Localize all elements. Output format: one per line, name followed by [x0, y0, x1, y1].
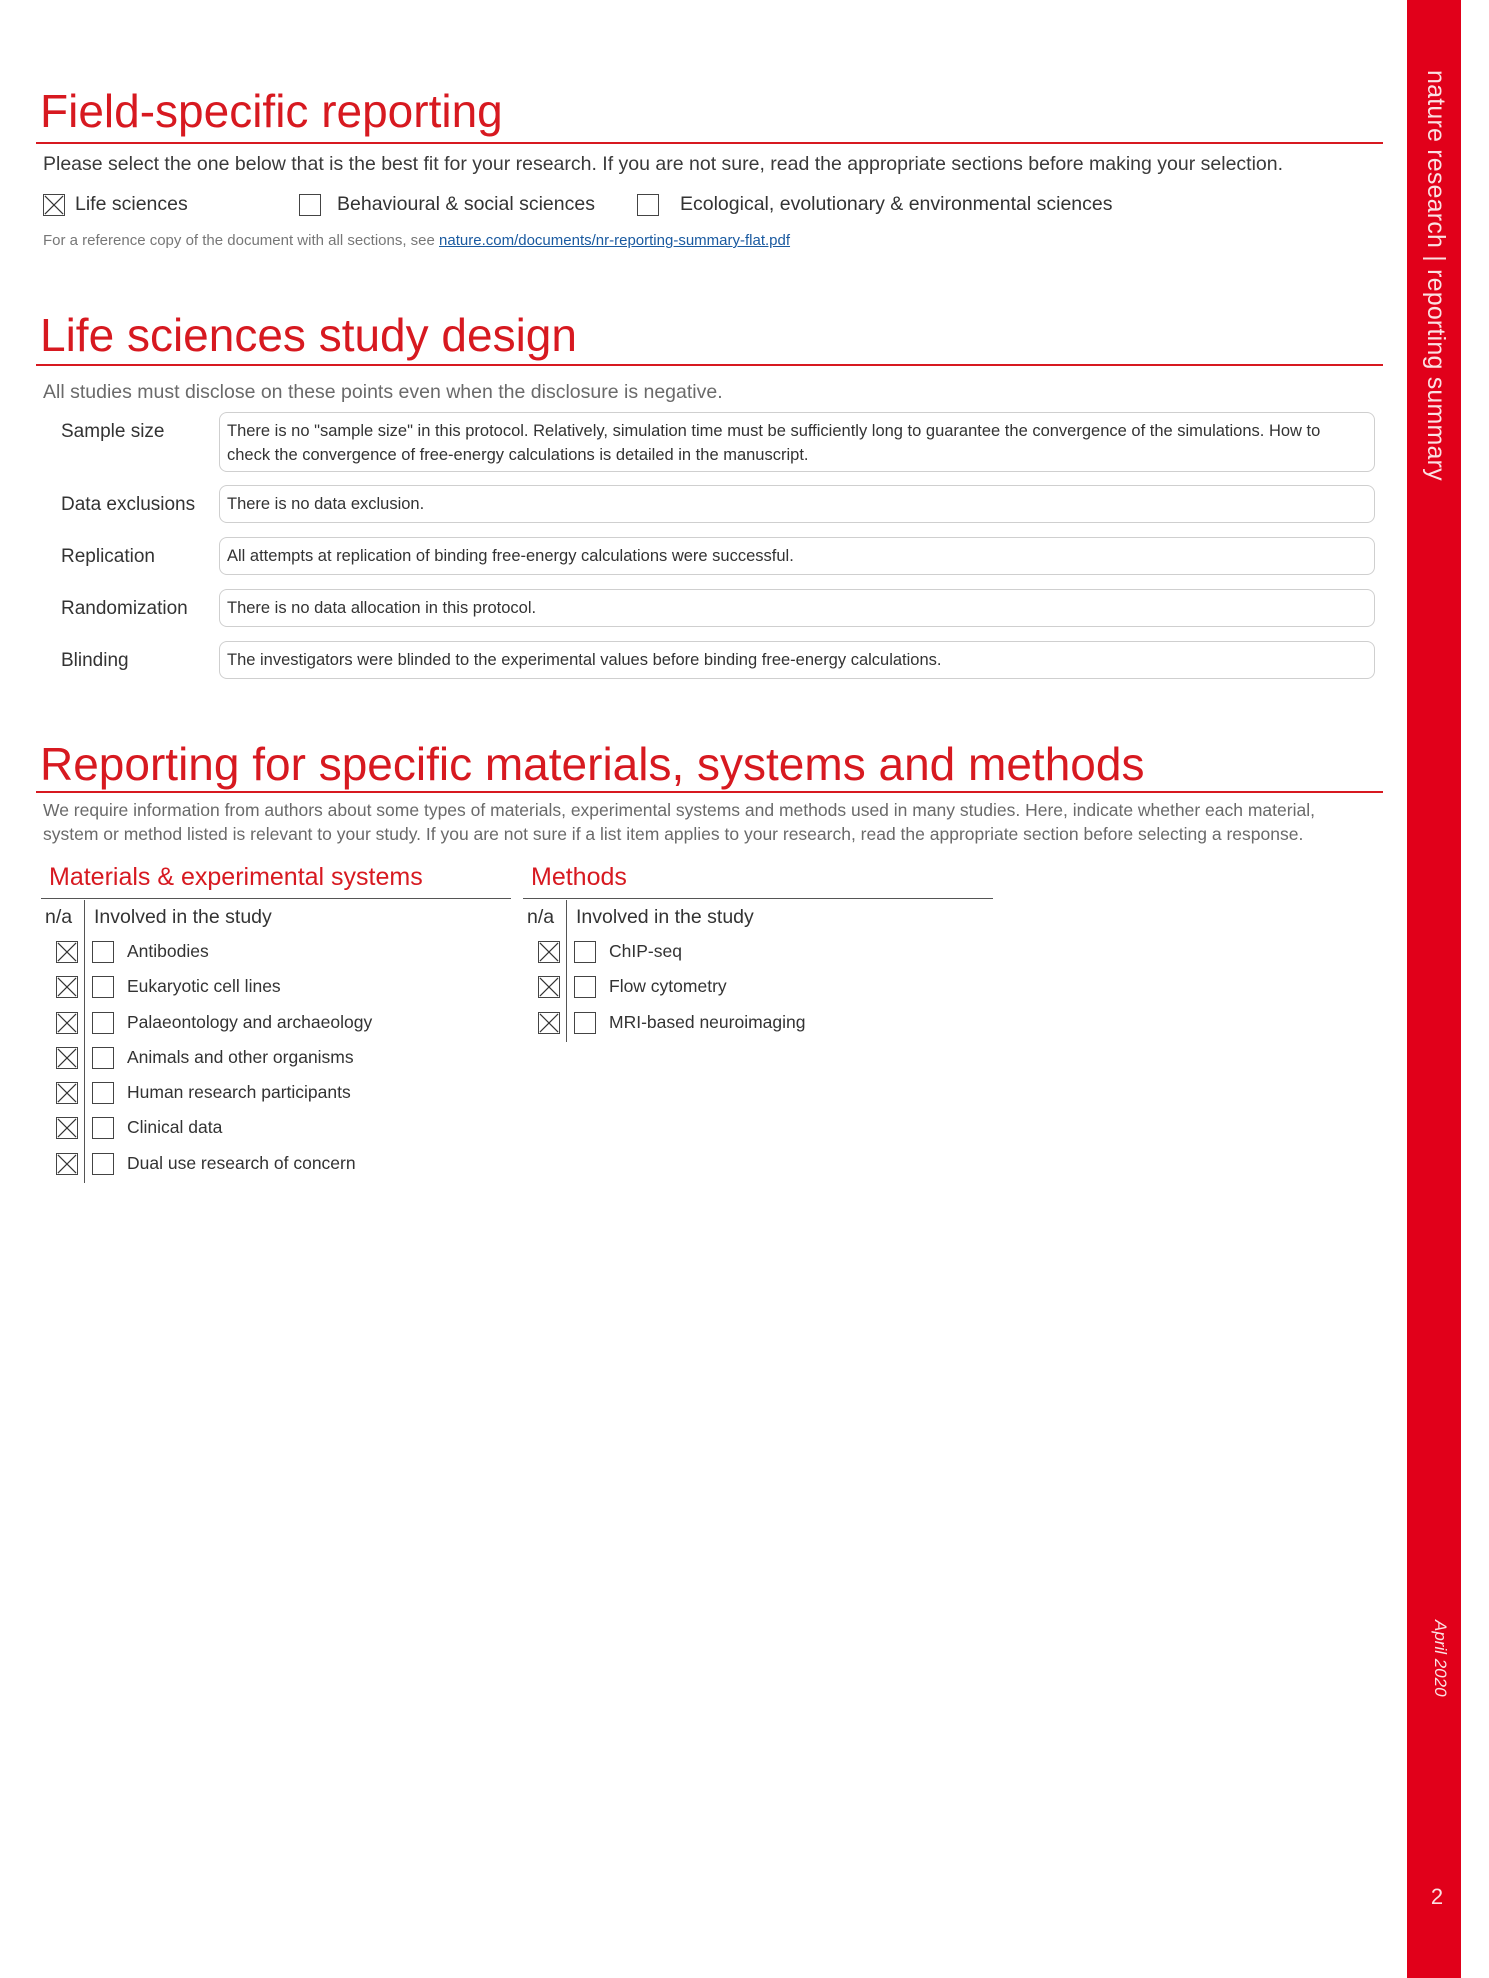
- reference-prefix: For a reference copy of the document with all sections, see: [43, 232, 440, 249]
- experimental-column-divider: [84, 900, 85, 1183]
- checked-x-icon: [57, 1083, 77, 1103]
- materials-heading: Reporting for specific materials, systems and methods: [40, 738, 1145, 790]
- antibodies-involved-checkbox[interactable]: [92, 941, 114, 963]
- study-design-heading: Life sciences study design: [40, 309, 577, 361]
- chip-seq-involved-checkbox[interactable]: [574, 941, 596, 963]
- eukaryotic-cell-lines-involved-checkbox[interactable]: [92, 976, 114, 998]
- flow-cytometry-label: Flow cytometry: [609, 976, 727, 996]
- life-sciences-checkbox[interactable]: [43, 194, 65, 216]
- dual-use-involved-checkbox[interactable]: [92, 1153, 114, 1175]
- materials-rule: [36, 791, 1383, 793]
- chip-seq-na-checkbox[interactable]: [538, 941, 560, 963]
- checked-x-icon: [44, 195, 64, 215]
- flow-cytometry-involved-checkbox[interactable]: [574, 976, 596, 998]
- replication-label: Replication: [61, 546, 155, 567]
- mri-neuroimaging-label: MRI-based neuroimaging: [609, 1012, 806, 1032]
- sample-size-label: Sample size: [61, 421, 165, 442]
- data-exclusions-field[interactable]: There is no data exclusion.: [219, 485, 1375, 523]
- sample-size-field[interactable]: There is no "sample size" in this protocol. Relatively, simulation time must be sufficiently long to guarantee the convergence of the simulations. How to check the convergence of free-energy calculations is detailed in the manuscript.: [219, 412, 1375, 472]
- blinding-label: Blinding: [61, 650, 129, 671]
- experimental-na-header: n/a: [45, 906, 73, 928]
- checked-x-icon: [57, 942, 77, 962]
- methods-column-divider: [566, 900, 567, 1042]
- behavioural-social-label: Behavioural & social sciences: [337, 193, 595, 215]
- palaeontology-na-checkbox[interactable]: [56, 1012, 78, 1034]
- study-design-intro: All studies must disclose on these points even when the disclosure is negative.: [43, 381, 723, 403]
- animals-involved-checkbox[interactable]: [92, 1047, 114, 1069]
- methods-title: Methods: [531, 863, 627, 891]
- mri-neuroimaging-involved-checkbox[interactable]: [574, 1012, 596, 1034]
- antibodies-na-checkbox[interactable]: [56, 941, 78, 963]
- study-design-rule: [36, 364, 1383, 366]
- randomization-field[interactable]: There is no data allocation in this protocol.: [219, 589, 1375, 627]
- checked-x-icon: [57, 1118, 77, 1138]
- sidebar-date: April 2020: [1431, 1620, 1450, 1697]
- life-sciences-label: Life sciences: [75, 193, 188, 215]
- human-participants-label: Human research participants: [127, 1082, 351, 1102]
- eukaryotic-cell-lines-na-checkbox[interactable]: [56, 976, 78, 998]
- replication-field[interactable]: All attempts at replication of binding free-energy calculations were successful.: [219, 537, 1375, 575]
- methods-rule: [523, 898, 993, 899]
- checked-x-icon: [57, 1154, 77, 1174]
- field-specific-heading: Field-specific reporting: [40, 85, 503, 137]
- checked-x-icon: [57, 1048, 77, 1068]
- experimental-systems-rule: [41, 898, 511, 899]
- chip-seq-label: ChIP-seq: [609, 941, 682, 961]
- palaeontology-label: Palaeontology and archaeology: [127, 1012, 373, 1032]
- randomization-label: Randomization: [61, 598, 188, 619]
- human-participants-involved-checkbox[interactable]: [92, 1082, 114, 1104]
- field-specific-instruction: Please select the one below that is the best fit for your research. If you are not sure, read the appropriate sections before making your selection.: [43, 153, 1284, 175]
- animals-na-checkbox[interactable]: [56, 1047, 78, 1069]
- clinical-data-na-checkbox[interactable]: [56, 1117, 78, 1139]
- antibodies-label: Antibodies: [127, 941, 209, 961]
- flow-cytometry-na-checkbox[interactable]: [538, 976, 560, 998]
- blinding-field[interactable]: The investigators were blinded to the experimental values before binding free-energy calculations.: [219, 641, 1375, 679]
- methods-involved-header: Involved in the study: [576, 906, 754, 928]
- checked-x-icon: [539, 942, 559, 962]
- eukaryotic-cell-lines-label: Eukaryotic cell lines: [127, 976, 281, 996]
- data-exclusions-label: Data exclusions: [61, 494, 196, 515]
- methods-na-header: n/a: [527, 906, 555, 928]
- human-participants-na-checkbox[interactable]: [56, 1082, 78, 1104]
- sidebar-title: nature research | reporting summary: [1422, 70, 1450, 481]
- reference-link[interactable]: nature.com/documents/nr-reporting-summary-flat.pdf: [439, 232, 791, 249]
- clinical-data-label: Clinical data: [127, 1117, 223, 1137]
- checked-x-icon: [57, 1013, 77, 1033]
- animals-label: Animals and other organisms: [127, 1047, 354, 1067]
- experimental-involved-header: Involved in the study: [94, 906, 272, 928]
- behavioural-social-checkbox[interactable]: [299, 194, 321, 216]
- experimental-systems-title: Materials & experimental systems: [49, 863, 423, 891]
- mri-neuroimaging-na-checkbox[interactable]: [538, 1012, 560, 1034]
- dual-use-na-checkbox[interactable]: [56, 1153, 78, 1175]
- checked-x-icon: [539, 1013, 559, 1033]
- field-specific-rule: [36, 142, 1383, 144]
- materials-intro-line1: We require information from authors about some types of materials, experimental systems and methods used in many studies. Here, indicate whether each material,: [43, 800, 1315, 820]
- palaeontology-involved-checkbox[interactable]: [92, 1012, 114, 1034]
- dual-use-label: Dual use research of concern: [127, 1153, 356, 1173]
- materials-intro-line2: system or method listed is relevant to your study. If you are not sure if a list item applies to your research, read the appropriate section before selecting a response.: [43, 824, 1304, 844]
- reference-note: [43, 232, 790, 249]
- checked-x-icon: [57, 977, 77, 997]
- page-number: 2: [1430, 1884, 1444, 1909]
- clinical-data-involved-checkbox[interactable]: [92, 1117, 114, 1139]
- ecological-label: Ecological, evolutionary & environmental sciences: [680, 193, 1113, 215]
- checked-x-icon: [539, 977, 559, 997]
- ecological-checkbox[interactable]: [637, 194, 659, 216]
